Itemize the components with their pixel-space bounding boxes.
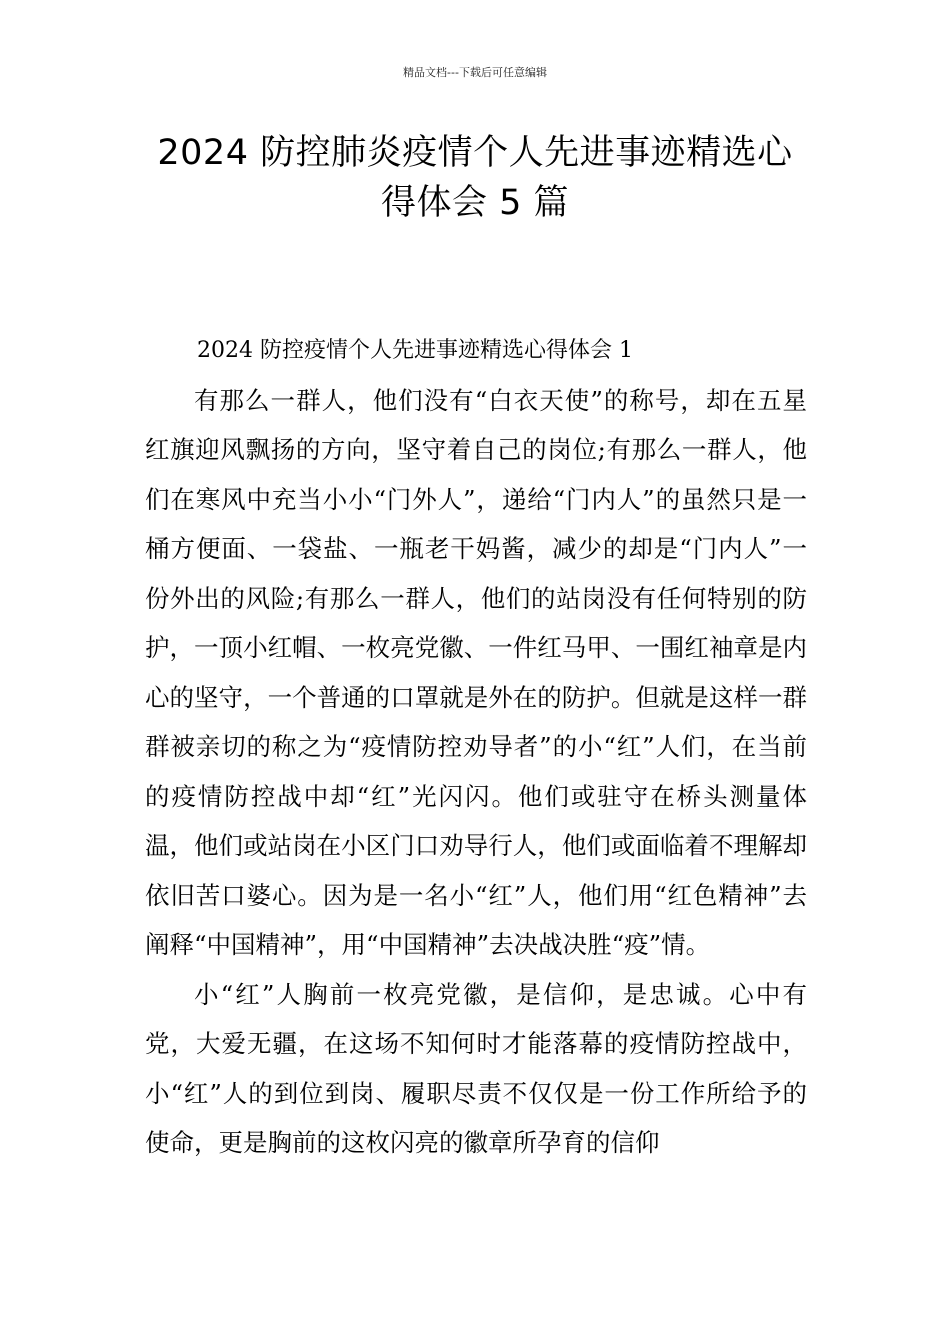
section-heading: 2024 防控疫情个人先进事迹精选心得体会 1 [197, 338, 633, 363]
paragraph-1: 有那么一群人，他们没有“白衣天使”的称号，却在五星红旗迎风飘扬的方向，坚守着自己的岗位;有那么一群人，他们在寒风中充当小小“门外人”，递给“门内人”的虽然只是一桶方便面、一袋盐、一瓶老干妈酱，减少的却是“门内人”一份外出的风险;有那么一群人，他们的站岗没有任何特别的防护，一顶小红帽、一枚亮党徽、一件红马甲、一围红袖章是内心的坚守，一个普通的口罩就是外在的防护。但就是这样一群群被亲切的称之为“疫情防控劝导者”的小“红”人们，在当前的疫情防控战中却“红”光闪闪。他们或驻守在桥头测量体温，他们或站岗在小区门口劝导行人，他们或面临着不理解却依旧苦口婆心。因为是一名小“红”人，他们用“红色精神”去阐释“中国精神”，用“中国精神”去决战决胜“疫”情。 [145, 385, 807, 959]
page-title [100, 128, 850, 228]
document-body [145, 326, 807, 1168]
paragraph-2: 小“红”人胸前一枚亮党徽，是信仰，是忠诚。心中有党，大爱无疆，在这场不知何时才能落幕的疫情防控战中，小“红”人的到位到岗、履职尽责不仅仅是一份工作所给予的使命，更是胸前的这枚闪亮的徽章所孕育的信仰 [145, 979, 807, 1157]
title-line-1: 2024 防控肺炎疫情个人先进事迹精选心 [157, 133, 793, 173]
title-line-2: 得体会 5 篇 [380, 183, 570, 223]
header-note: 精品文档---下载后可任意编辑 [403, 66, 547, 79]
